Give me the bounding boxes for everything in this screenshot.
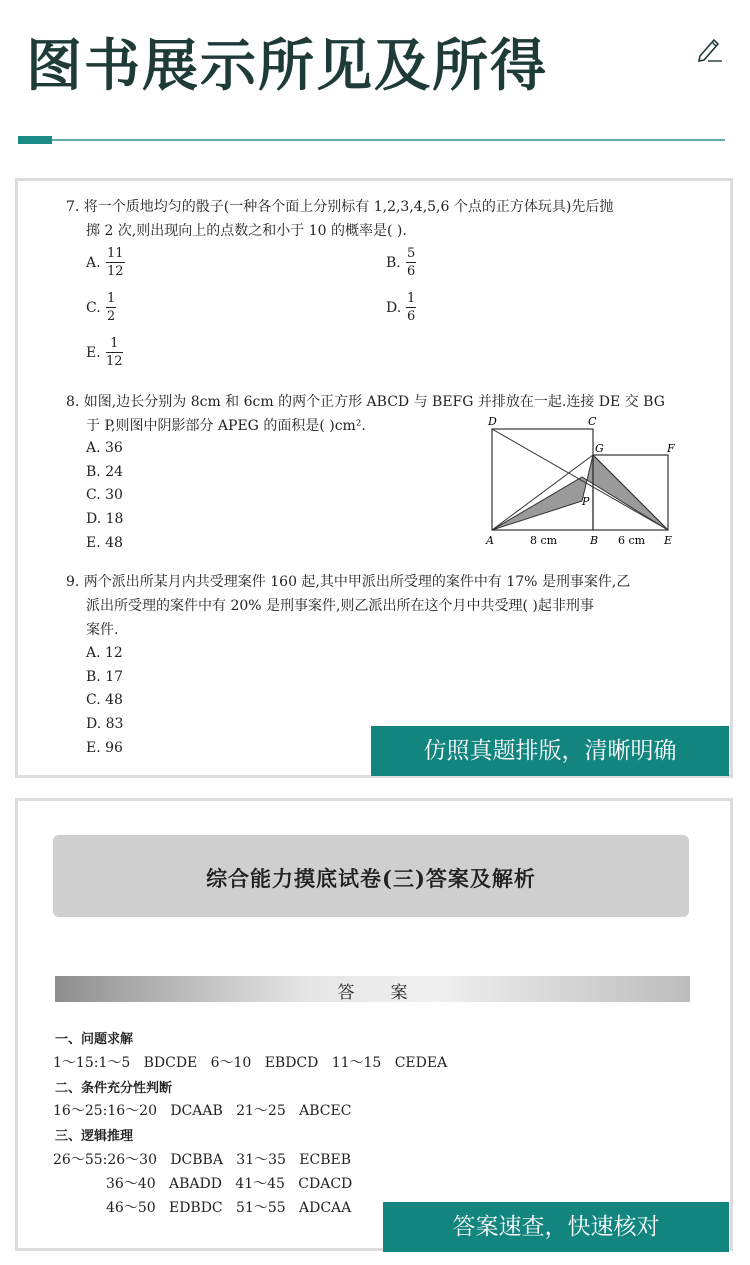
answer-row: 16～25:16～20 DCAAB 21～25 ABCEC xyxy=(53,1103,352,1119)
q7-option-e: E. $\frac{1}{12}$ xyxy=(86,336,123,369)
point-p: P xyxy=(582,495,590,508)
q9-option-a: A. 12 xyxy=(86,645,123,661)
section-heading-2: 二、条件充分性判断 xyxy=(55,1081,173,1096)
q9-line2: 派出所受理的案件中有 20% 是刑事案件,则乙派出所在这个月中共受理( )起非刑事 xyxy=(86,598,594,614)
q9-option-c: C. 48 xyxy=(86,692,123,708)
q7-option-a: A. $\frac{11}{12}$ xyxy=(86,246,124,279)
divider-line xyxy=(52,139,725,141)
dimension-be: 6 cm xyxy=(618,534,646,547)
point-d: D xyxy=(488,415,497,428)
dimension-ab: 8 cm xyxy=(530,534,558,547)
pencil-icon[interactable] xyxy=(694,34,724,64)
feature-badge-answers: 答案速查，快速核对 xyxy=(383,1202,729,1252)
answer-header-label: 答案 xyxy=(337,983,444,1003)
page-title: 图书展示所见及所得 xyxy=(26,34,548,99)
answer-row: 1～15:1～5 BDCDE 6～10 EBDCD 11～15 CEDEA xyxy=(53,1055,448,1071)
point-c: C xyxy=(588,415,597,428)
divider-accent xyxy=(18,136,52,144)
feature-badge-layout: 仿照真题排版，清晰明确 xyxy=(371,726,729,776)
point-b: B xyxy=(590,534,599,547)
q7-option-b: B. $\frac{5}{6}$ xyxy=(386,246,416,279)
q8-line2: 于 P,则图中阴影部分 APEG 的面积是( )cm². xyxy=(86,418,366,434)
q8-option-a: A. 36 xyxy=(86,440,123,456)
q7-option-c: C. $\frac{1}{2}$ xyxy=(86,291,116,324)
point-f: F xyxy=(667,442,675,455)
section-heading-3: 三、逻辑推理 xyxy=(55,1129,134,1144)
q9-line3: 案件. xyxy=(86,622,119,638)
q8-option-b: B. 24 xyxy=(86,464,124,480)
q8-option-d: D. 18 xyxy=(86,511,124,527)
section-heading-1: 一、问题求解 xyxy=(55,1032,134,1047)
q7-option-d: D. $\frac{1}{6}$ xyxy=(386,291,416,324)
geometry-figure xyxy=(480,413,680,553)
answer-header-bar xyxy=(55,976,690,1002)
q7-line2: 掷 2 次,则出现向上的点数之和小于 10 的概率是( ). xyxy=(86,223,407,239)
q9-option-e: E. 96 xyxy=(86,740,123,756)
exam-title: 综合能力摸底试卷(三)答案及解析 xyxy=(206,866,536,891)
answer-row: 26～55:26～30 DCBBA 31～35 ECBEB xyxy=(53,1152,352,1168)
q8-line1: 8. 如图,边长分别为 8cm 和 6cm 的两个正方形 ABCD 与 BEFG 并排放在一起.连接 DE 交 BG xyxy=(66,394,665,410)
q8-option-c: C. 30 xyxy=(86,487,123,503)
q9-line1: 9. 两个派出所某月内共受理案件 160 起,其中甲派出所受理的案件中有 17% 是刑事案件,乙 xyxy=(66,574,631,590)
point-a: A xyxy=(486,534,494,547)
point-g: G xyxy=(595,442,604,455)
shaded-region-apeg xyxy=(492,455,668,530)
exam-title-box xyxy=(53,835,689,917)
answer-row: 36～40 ABADD 41～45 CDACD xyxy=(106,1176,353,1192)
q8-option-e: E. 48 xyxy=(86,535,123,551)
q7-line1: 7. 将一个质地均匀的骰子(一种各个面上分别标有 1,2,3,4,5,6 个点的正方体玩具)先后抛 xyxy=(66,199,614,215)
q9-option-d: D. 83 xyxy=(86,716,124,732)
point-e: E xyxy=(664,534,673,547)
answer-row: 46～50 EDBDC 51～55 ADCAA xyxy=(106,1200,352,1216)
q9-option-b: B. 17 xyxy=(86,669,124,685)
